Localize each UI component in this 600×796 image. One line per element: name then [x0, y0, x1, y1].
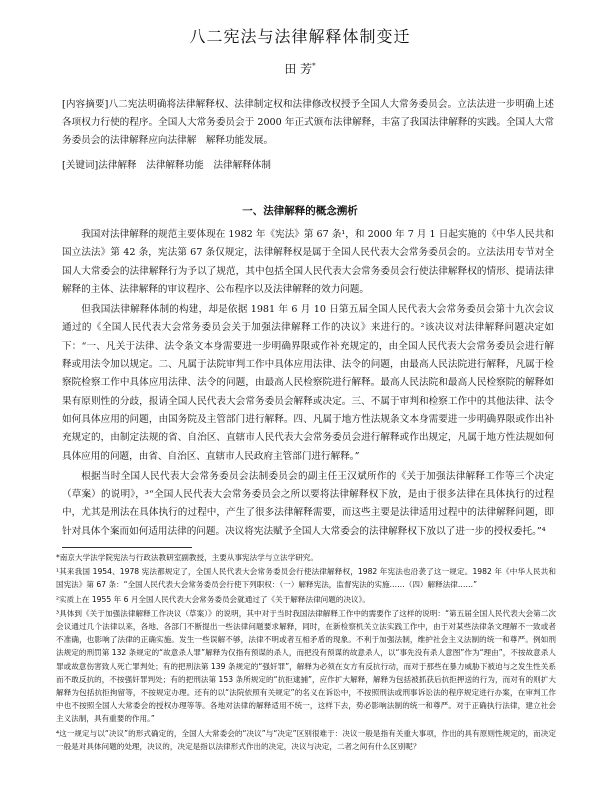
keywords-label: [关键词] [62, 160, 99, 171]
body-paragraph-3: 根据当时全国人民代表大会常务委员会法制委员会的副主任王汉斌所作的《关于加强法律解释工作等三个决定（草案）的说明》，³“全国人民代表大会常务委员会之所以要将法律解释权下放，是由于很多法律在具体执行的过程中，尤其是刑法在具体执行的过程中，产生了很多法律解释需要，而这些主要是法律适用过程中的法律解释问题，即针对具体个案而如何适用法律的问题。决议将宪法赋予全国人大常委会的法律解释权下放以了进一步的授权委托。”⁴ [62, 470, 554, 537]
author-name: 田 芳 [284, 62, 313, 76]
body-paragraph-2: 但我国法律解释体制的构建，却是依据 1981 年 6 月 10 日第五届全国人民代表大会常务委员会第十九次会议通过的《全国人民代表大会常务委员会关于加强法律解释工作的决议》来进行的。²该决议对法律解释问题决定如下：“一、凡关于法律、法令条文本身需要进一步明确界限或作补充规定的，由全国人民代表大会常务委员会进行解释或用法令加以规定。二、凡属于法院审判工作中具体应用法律、法令的问题，由最高人民法院进行解释，凡属于检察院检察工作中具体应用法律、法令的问题，由最高人民检察院进行解释。最高人民法院和最高人民检察院的解释如果有原则性的分歧，报请全国人民代表大会常务委员会解释或决定。三、不属于审判和检察工作中的其他法律、法令如何具体应用的问题，由国务院及主管部门进行解释。四、凡属于地方性法规条文本身需要进一步明确界限或作出补充规定的，由制定法规的省、自治区、直辖市人民代表大会常务委员会进行解释或作出规定，凡属于地方性法规如何具体应用的问题，由省、自治区、直辖市人民政府主管部门进行解释。” [62, 304, 554, 462]
author-footnote-mark: * [312, 62, 316, 70]
article-title: 八二宪法与法律解释体制变迁 [189, 27, 411, 46]
keywords [62, 157, 554, 175]
abstract-text: 八二宪法明确将法律解释权、法律制定权和法律修改权授予全国人大常务委员会。立法法进一步明确上述各项权力行使的程序。全国人大常务委员会于 2000 年正式颁布法律解释，丰富了我国法律解释的实践。全国人大常务委员会的法律解释应向法律解 解释功能发展。 [62, 99, 554, 146]
keywords-text: 法律解释 法律解释功能 法律解释体制 [98, 160, 271, 171]
footnote-divider [62, 547, 192, 548]
footnote-author: *南京大学法学院宪法与行政法教研室副教授，主要从事宪法学与立法学研究。 [56, 553, 318, 562]
abstract-label: [内容摘要] [62, 99, 109, 110]
section-heading: 一、法律解释的概念溯析 [242, 205, 358, 217]
abstract [62, 96, 554, 150]
footnote-3: ³具体到《关于加强法律解释工作决议（草案）》的说明，其中对于当时我国法律解释工作中的需要作了这样的说明：“第五届全国人民代表大会第二次会议通过几个法律以来，各地、各部门不断提出一些法律问题要求解释，同时，在新检察机关立法实践工作中，由于对某些法律条文理解不一致或者不准确，也影响了法律的正确实施。发生一些误解不够，法律不明或者互相矛盾的现象。不利于加强法制，维护社会主义法制的统一和尊严。例如刑法规定的刑罚第 132 条规定的“故意杀人罪”解释为仅指有预谋的杀人，而把没有预谋的故意杀人，以“事先没有杀人意图”作为“理由”，不按故意杀人罪或故意伤害致人死亡罪判处；有的把刑法第 139 条规定的“强奸罪”，解释为必须在女方有反抗行动，而对于那些在暴力威胁下被迫与之发生性关系而不敢反抗的，不按强奸罪判处；有的把刑法第 153 条所规定的“抗拒逮捕”，应作扩大解释，解释为包括被抓获后抗拒押送的行为，而对有的则扩大解释为包括抗拒拘留等，不按规定办理。还有的以“法院依照有关规定”的名义在诉讼中，不按照刑法或刑事诉讼法的程序规定进行办案，在审判工作中也不按照全国人大常委会的授权办理等等。各地对法律的解释适用不统一，这样下去，势必影响法制的统一和尊严。对于正确执行法律，建立社会主义法制，具有重要的作用。” [56, 608, 556, 724]
article-author [0, 60, 600, 77]
body-paragraph-1: 我国对法律解释的规范主要体现在 1982 年《宪法》第 67 条¹，和 2000 年 7 月 1 日起实施的《中华人民共和国立法法》第 42 条，宪法第 67 条仅规定，法律解释权是属于全国人民代表大会常务委员会的。立法法用专节对全国人大常委会的法律解释行为予以了规范，其中包括全国人民代表大会常务委员会行使法律解释权的情形、提请法律解释的主体、法律解释的审议程序、公布程序以及法律解释的效力问题。 [62, 229, 554, 295]
footnotes [56, 551, 556, 754]
footnote-1: ¹其来我国 1954、1978 宪法都规定了，全国人民代表大会常务委员会行使法律解释权，1982 年宪法也沿袭了这一规定。1982 年《中华人民共和国宪法》第 67 条：“全国人民代表大会常务委员会行使下列职权：（一）解释宪法，监督宪法的实施……（四）解释法律……” [56, 567, 556, 590]
footnote-4: ⁴这一规定与以“决议”的形式确定的，全国人大常委会的“决议”与“决定”区别很难于：决议一般是指有关重大事项，作出的具有原则性规定的，而决定一般是对具体问题的处理，决议的，决定是指以法律形式作出的决定，决议与决定，二者之间有什么区别呢？ [56, 728, 556, 751]
footnote-2: ²实质上在 1955 年 6 月全国人民代表大会常务委员会就通过了《关于解释法律问题的决议》。 [56, 594, 371, 604]
body-text [62, 226, 554, 543]
